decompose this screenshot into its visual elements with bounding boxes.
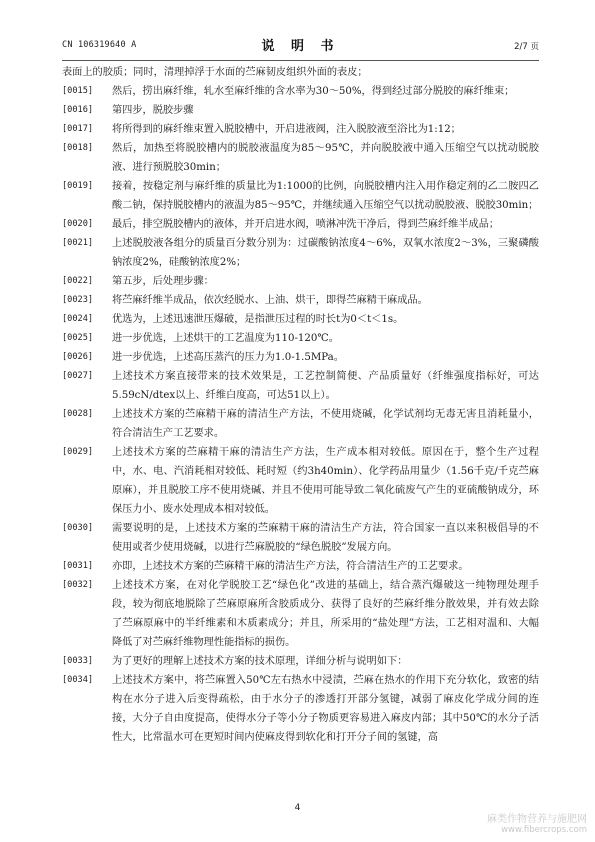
paragraph-text: 然后，加热至将脱胶槽内的脱胶液温度为85～95℃，并向脱胶液中通入压缩空气以扰动脱胶液、进行预脱胶30min；	[112, 143, 539, 173]
page-header	[62, 34, 539, 60]
paragraph-number: [0026]	[62, 352, 94, 362]
paragraph-text: 将所得到的麻纤维束置入脱胶槽中，开启进液阀，注入脱胶液至浴比为1:12；	[112, 124, 461, 135]
paragraph-text: 接着，按稳定剂与麻纤维的质量比为1:1000的比例，向脱胶槽内注入用作稳定剂的乙二胺四乙酸二钠，保持脱胶槽内的液温为85～95℃，并继续通入压缩空气以扰动脱胶液、脱胶30min；	[112, 181, 539, 211]
paragraph-text: 需要说明的是，上述技术方案的苎麻精干麻的清洁生产方法，符合国家一直以来积极倡导的不使用或者少使用烧碱，以进行苎麻脱胶的“绿色脱胶”发展方向。	[112, 523, 539, 553]
paragraph-number: [0015]	[62, 86, 94, 96]
paragraph-number: [0027]	[62, 371, 94, 381]
paragraph	[62, 215, 539, 234]
paragraph-number: [0019]	[62, 181, 94, 191]
paragraph-number: [0032]	[62, 580, 94, 590]
paragraph	[62, 177, 539, 215]
paragraph-text: 表面上的胶质；同时，清理掉浮于水面的苎麻韧皮组织外面的表皮；	[62, 67, 368, 78]
paragraph-number: [0033]	[62, 656, 94, 666]
paragraph	[62, 367, 539, 405]
paragraph-number: [0031]	[62, 561, 94, 571]
page-number: 4	[294, 803, 301, 813]
document-number: CN 106319640 A	[62, 40, 137, 50]
paragraph	[62, 101, 539, 120]
paragraph-text: 第四步，脱胶步骤	[112, 105, 194, 116]
paragraph-text: 优选为，上述迅速泄压爆破，是指泄压过程的时长t为0＜t＜1s。	[112, 314, 404, 325]
paragraph	[62, 329, 539, 348]
paragraph	[62, 139, 539, 177]
paragraph-number: [0017]	[62, 124, 94, 134]
paragraph-text: 进一步优选，上述高压蒸汽的压力为1.0-1.5MPa。	[112, 352, 344, 363]
paragraph-text: 将苎麻纤维半成品，依次经脱水、上油、烘干，即得苎麻精干麻成品。	[112, 295, 428, 306]
paragraph	[62, 291, 539, 310]
document-title: 说 明 书	[261, 39, 340, 54]
paragraph	[62, 443, 539, 519]
paragraph-number: [0023]	[62, 295, 94, 305]
paragraph-number: [0024]	[62, 314, 94, 324]
paragraph-number: [0034]	[62, 675, 94, 685]
paragraph	[62, 310, 539, 329]
watermark-site-name: 麻类作物营养与施肥网	[487, 814, 587, 825]
paragraph-text: 第五步，后处理步骤：	[112, 276, 214, 287]
watermark	[487, 814, 587, 836]
paragraph-number: [0025]	[62, 333, 94, 343]
paragraph-number: [0022]	[62, 276, 94, 286]
paragraph-text: 上述技术方案中，将苎麻置入50℃左右热水中浸渍，苎麻在热水的作用下充分软化，致密的结构在水分子进入后变得疏松，由于水分子的渗透打开部分氢键，减弱了麻皮化学成分间的连接，大分子自由度提高，使得水分子等小分子物质更容易进入麻皮内部；其中50℃的水分子活性大，比常温水可在更短时间内使麻皮得到软化和打开分子间的氢键，高	[112, 675, 539, 743]
paragraph-text: 上述技术方案直接带来的技术效果是，工艺控制简便、产品质量好（纤维强度指标好，可达5.59cN/dtex以上、纤维白度高，可达51以上）。	[112, 371, 539, 401]
paragraph	[62, 576, 539, 652]
paragraph	[62, 519, 539, 557]
paragraph	[62, 234, 539, 272]
paragraph	[62, 63, 539, 82]
paragraph-text: 为了更好的理解上述技术方案的技术原理，详细分析与说明如下：	[112, 656, 408, 667]
paragraph-text: 进一步优选，上述烘干的工艺温度为110-120℃。	[112, 333, 339, 344]
page-reference: 2/7 页	[514, 42, 539, 52]
header-divider	[62, 60, 539, 61]
paragraph-number: [0030]	[62, 523, 94, 533]
paragraph-number: [0021]	[62, 238, 94, 248]
paragraph-text: 然后，捞出麻纤维，轧水至麻纤维的含水率为30～50%，得到经过部分脱胶的麻纤维束；	[112, 86, 515, 97]
watermark-url: www.fibercrops.com	[501, 825, 587, 835]
paragraph-number: [0029]	[62, 447, 94, 457]
paragraph	[62, 405, 539, 443]
document-body	[62, 63, 539, 747]
paragraph	[62, 272, 539, 291]
paragraph	[62, 557, 539, 576]
paragraph-text: 上述脱胶液各组分的质量百分数分别为：过碳酸钠浓度4～6%，双氧水浓度2～3%，三聚磷酸钠浓度2%，硅酸钠浓度2%；	[112, 238, 539, 268]
paragraph-number: [0016]	[62, 105, 94, 115]
paragraph-number: [0028]	[62, 409, 94, 419]
paragraph-text: 最后，排空脱胶槽内的液体，并开启进水阀，喷淋冲洗干净后，得到苎麻纤维半成品；	[112, 219, 500, 230]
paragraph	[62, 348, 539, 367]
paragraph	[62, 671, 539, 747]
paragraph-text: 上述技术方案的苎麻精干麻的清洁生产方法，生产成本相对较低。原因在于，整个生产过程中，水、电、汽消耗相对较低、耗时短（约3h40min）、化学药品用量少（1.56千克/千克苎麻原麻），并且脱胶工序不使用烧碱、并且不使用可能导致二氧化硫废气产生的亚硫酸钠成分，环保压力小、废水处理成本相对较低。	[112, 447, 539, 515]
paragraph	[62, 120, 539, 139]
paragraph-text: 上述技术方案，在对化学脱胶工艺“绿色化”改进的基础上，结合蒸汽爆破这一纯物理处理手段，较为彻底地脱除了苎麻原麻所含胶质成分、获得了良好的苎麻纤维分散效果，并有效去除了苎麻原麻中的半纤维素和木质素成分；并且，所采用的“盐处理”方法，工艺相对温和、大幅降低了对苎麻纤维物理性能指标的损伤。	[112, 580, 539, 648]
paragraph	[62, 82, 539, 101]
paragraph-text: 亦即，上述技术方案的苎麻精干麻的清洁生产方法，符合清洁生产的工艺要求。	[112, 561, 469, 572]
paragraph-text: 上述技术方案的苎麻精干麻的清洁生产方法，不使用烧碱，化学试剂均无毒无害且消耗量小，符合清洁生产工艺要求。	[112, 409, 539, 439]
paragraph-number: [0018]	[62, 143, 94, 153]
paragraph	[62, 652, 539, 671]
paragraph-number: [0020]	[62, 219, 94, 229]
